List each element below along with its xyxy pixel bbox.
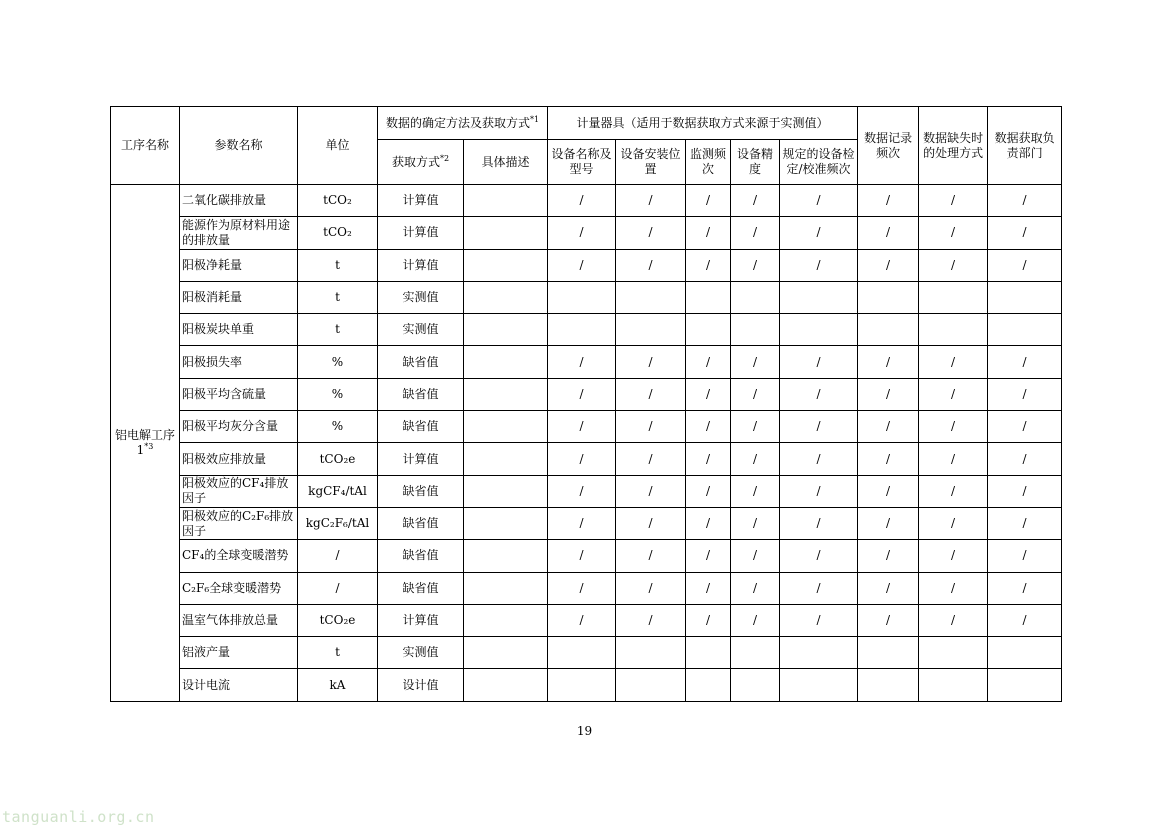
value-cell: / [780,185,858,217]
value-cell: / [731,346,780,378]
value-cell [919,669,988,701]
value-cell: / [731,378,780,410]
page-number: 19 [576,724,593,738]
header-data-method-group-text: 数据的确定方法及获取方式 [385,115,530,130]
acquire-method-cell: 计算值 [378,249,464,281]
value-cell: / [731,604,780,636]
value-cell [731,281,780,313]
value-cell [858,281,919,313]
param-name-cell: 阳极净耗量 [180,249,298,281]
value-cell: / [548,378,616,410]
value-cell: / [988,346,1062,378]
unit-cell: t [298,249,378,281]
value-cell: / [616,572,686,604]
value-cell [988,637,1062,669]
value-cell [686,669,731,701]
table-row [111,378,1062,410]
value-cell: / [988,249,1062,281]
header-acquire-method [378,140,464,185]
table-row [111,475,1062,507]
value-cell: / [731,411,780,443]
value-cell: / [616,507,686,539]
description-cell [464,604,548,636]
watermark: tanguanli.org.cn [2,808,155,826]
value-cell: / [686,378,731,410]
footnote-ref-1: *1 [529,114,540,124]
header-device-precision: 设备精度 [731,140,780,185]
acquire-method-cell: 缺省值 [378,346,464,378]
value-cell: / [686,346,731,378]
value-cell: / [858,572,919,604]
value-cell: / [731,249,780,281]
description-cell [464,249,548,281]
value-cell: / [686,475,731,507]
description-cell [464,281,548,313]
unit-cell: t [298,314,378,346]
value-cell: / [548,540,616,572]
value-cell: / [780,346,858,378]
value-cell [731,314,780,346]
value-cell: / [731,217,780,249]
value-cell: / [858,507,919,539]
table-row [111,669,1062,701]
value-cell: / [548,507,616,539]
value-cell: / [780,572,858,604]
param-name-cell: 铝液产量 [180,637,298,669]
header-record-freq: 数据记录频次 [858,107,919,185]
value-cell: / [988,572,1062,604]
table-row [111,314,1062,346]
param-name-cell: 阳极效应的C₂F₆排放因子 [180,507,298,539]
value-cell [988,669,1062,701]
value-cell: / [686,443,731,475]
table-row [111,249,1062,281]
acquire-method-cell: 计算值 [378,443,464,475]
header-data-method-group [378,107,548,140]
value-cell: / [919,411,988,443]
unit-cell: / [298,572,378,604]
param-name-cell: 阳极平均含硫量 [180,378,298,410]
value-cell: / [548,217,616,249]
value-cell [780,669,858,701]
value-cell: / [616,378,686,410]
value-cell: / [858,475,919,507]
value-cell: / [988,378,1062,410]
value-cell [616,669,686,701]
acquire-method-cell: 计算值 [378,604,464,636]
value-cell: / [780,217,858,249]
value-cell: / [686,249,731,281]
value-cell: / [686,507,731,539]
value-cell [780,281,858,313]
value-cell [988,314,1062,346]
value-cell [686,281,731,313]
value-cell [548,669,616,701]
description-cell [464,217,548,249]
value-cell [616,281,686,313]
value-cell: / [858,411,919,443]
header-monitor-freq: 监测频次 [686,140,731,185]
param-name-cell: CF₄的全球变暖潜势 [180,540,298,572]
value-cell: / [858,378,919,410]
unit-cell: tCO₂e [298,604,378,636]
param-name-cell: 阳极效应排放量 [180,443,298,475]
description-cell [464,314,548,346]
value-cell: / [548,572,616,604]
param-name-cell: 阳极效应的CF₄排放因子 [180,475,298,507]
value-cell [616,314,686,346]
value-cell: / [731,572,780,604]
description-cell [464,378,548,410]
table-row [111,604,1062,636]
value-cell: / [780,443,858,475]
param-name-cell: C₂F₆全球变暖潜势 [180,572,298,604]
value-cell: / [616,604,686,636]
value-cell [919,281,988,313]
value-cell [548,281,616,313]
value-cell: / [988,185,1062,217]
description-cell [464,443,548,475]
value-cell [988,281,1062,313]
header-missing-handling: 数据缺失时的处理方式 [919,107,988,185]
value-cell: / [988,475,1062,507]
description-cell [464,346,548,378]
value-cell: / [988,604,1062,636]
description-cell [464,475,548,507]
value-cell [858,669,919,701]
value-cell: / [780,475,858,507]
value-cell: / [616,540,686,572]
value-cell: / [988,443,1062,475]
param-name-cell: 阳极平均灰分含量 [180,411,298,443]
value-cell: / [919,540,988,572]
header-calibration-freq: 规定的设备检定/校准频次 [780,140,858,185]
value-cell: / [919,572,988,604]
value-cell: / [988,411,1062,443]
value-cell: / [780,507,858,539]
value-cell: / [731,507,780,539]
value-cell [616,637,686,669]
acquire-method-cell: 缺省值 [378,540,464,572]
value-cell: / [780,604,858,636]
header-description: 具体描述 [464,140,548,185]
acquire-method-cell: 计算值 [378,185,464,217]
value-cell [731,637,780,669]
value-cell [858,637,919,669]
unit-cell: t [298,637,378,669]
value-cell: / [919,604,988,636]
header-acquire-method-text: 获取方式 [391,154,440,169]
value-cell: / [988,507,1062,539]
parameter-table [110,106,1062,702]
value-cell: / [858,346,919,378]
acquire-method-cell: 缺省值 [378,411,464,443]
value-cell: / [616,249,686,281]
value-cell: / [858,217,919,249]
value-cell: / [548,475,616,507]
unit-cell: % [298,346,378,378]
value-cell [919,314,988,346]
footnote-ref-3: *3 [144,441,154,451]
value-cell: / [686,185,731,217]
unit-cell: % [298,378,378,410]
table-row [111,217,1062,249]
param-name-cell: 温室气体排放总量 [180,604,298,636]
description-cell [464,572,548,604]
acquire-method-cell: 计算值 [378,217,464,249]
value-cell: / [686,411,731,443]
value-cell: / [988,217,1062,249]
value-cell: / [780,378,858,410]
param-name-cell: 阳极炭块单重 [180,314,298,346]
unit-cell: / [298,540,378,572]
acquire-method-cell: 实测值 [378,637,464,669]
table-row [111,572,1062,604]
param-name-cell: 能源作为原材料用途的排放量 [180,217,298,249]
value-cell: / [731,540,780,572]
value-cell: / [686,217,731,249]
value-cell: / [858,185,919,217]
acquire-method-cell: 缺省值 [378,507,464,539]
value-cell [858,314,919,346]
value-cell: / [919,507,988,539]
unit-cell: t [298,281,378,313]
header-unit: 单位 [298,107,378,185]
table-row [111,443,1062,475]
value-cell: / [548,185,616,217]
param-name-cell: 设计电流 [180,669,298,701]
table-row [111,185,1062,217]
value-cell: / [858,443,919,475]
unit-cell: kA [298,669,378,701]
header-responsible-dept: 数据获取负责部门 [988,107,1062,185]
value-cell: / [548,604,616,636]
value-cell: / [988,540,1062,572]
description-cell [464,669,548,701]
value-cell: / [548,346,616,378]
acquire-method-cell: 缺省值 [378,572,464,604]
param-name-cell: 二氧化碳排放量 [180,185,298,217]
process-name-text: 铝电解工序1 [114,427,175,457]
value-cell: / [616,475,686,507]
table-row [111,540,1062,572]
header-row-1 [111,107,1062,140]
description-cell [464,637,548,669]
unit-cell: tCO₂ [298,217,378,249]
value-cell [686,314,731,346]
unit-cell: % [298,411,378,443]
value-cell: / [616,411,686,443]
table-row [111,637,1062,669]
description-cell [464,507,548,539]
value-cell: / [919,475,988,507]
value-cell: / [858,540,919,572]
header-install-position: 设备安装位置 [616,140,686,185]
value-cell [780,314,858,346]
value-cell: / [616,346,686,378]
table-row [111,346,1062,378]
acquire-method-cell: 实测值 [378,314,464,346]
param-name-cell: 阳极消耗量 [180,281,298,313]
process-name-cell [111,185,180,702]
value-cell: / [686,572,731,604]
value-cell [731,669,780,701]
value-cell: / [858,604,919,636]
unit-cell: kgCF₄/tAl [298,475,378,507]
description-cell [464,185,548,217]
header-process-name: 工序名称 [111,107,180,185]
value-cell: / [548,249,616,281]
value-cell [919,637,988,669]
value-cell: / [731,443,780,475]
value-cell: / [616,185,686,217]
value-cell: / [731,475,780,507]
value-cell: / [686,540,731,572]
value-cell: / [919,185,988,217]
value-cell: / [548,411,616,443]
value-cell: / [616,443,686,475]
footnote-ref-2: *2 [439,153,450,163]
header-device-name: 设备名称及型号 [548,140,616,185]
description-cell [464,411,548,443]
table-body [111,185,1062,702]
table-row [111,281,1062,313]
value-cell: / [919,378,988,410]
value-cell: / [616,217,686,249]
value-cell [548,314,616,346]
value-cell: / [780,249,858,281]
description-cell [464,540,548,572]
param-name-cell: 阳极损失率 [180,346,298,378]
header-param-name: 参数名称 [180,107,298,185]
value-cell: / [780,411,858,443]
table-row [111,507,1062,539]
value-cell: / [919,217,988,249]
value-cell: / [686,604,731,636]
unit-cell: tCO₂e [298,443,378,475]
unit-cell: tCO₂ [298,185,378,217]
header-meter-group: 计量器具（适用于数据获取方式来源于实测值） [548,107,858,140]
value-cell: / [919,443,988,475]
value-cell: / [548,443,616,475]
acquire-method-cell: 设计值 [378,669,464,701]
acquire-method-cell: 实测值 [378,281,464,313]
acquire-method-cell: 缺省值 [378,378,464,410]
table-row [111,411,1062,443]
value-cell: / [919,249,988,281]
value-cell [780,637,858,669]
value-cell [686,637,731,669]
acquire-method-cell: 缺省值 [378,475,464,507]
value-cell [548,637,616,669]
value-cell: / [731,185,780,217]
value-cell: / [858,249,919,281]
unit-cell: kgC₂F₆/tAl [298,507,378,539]
value-cell: / [780,540,858,572]
value-cell: / [919,346,988,378]
